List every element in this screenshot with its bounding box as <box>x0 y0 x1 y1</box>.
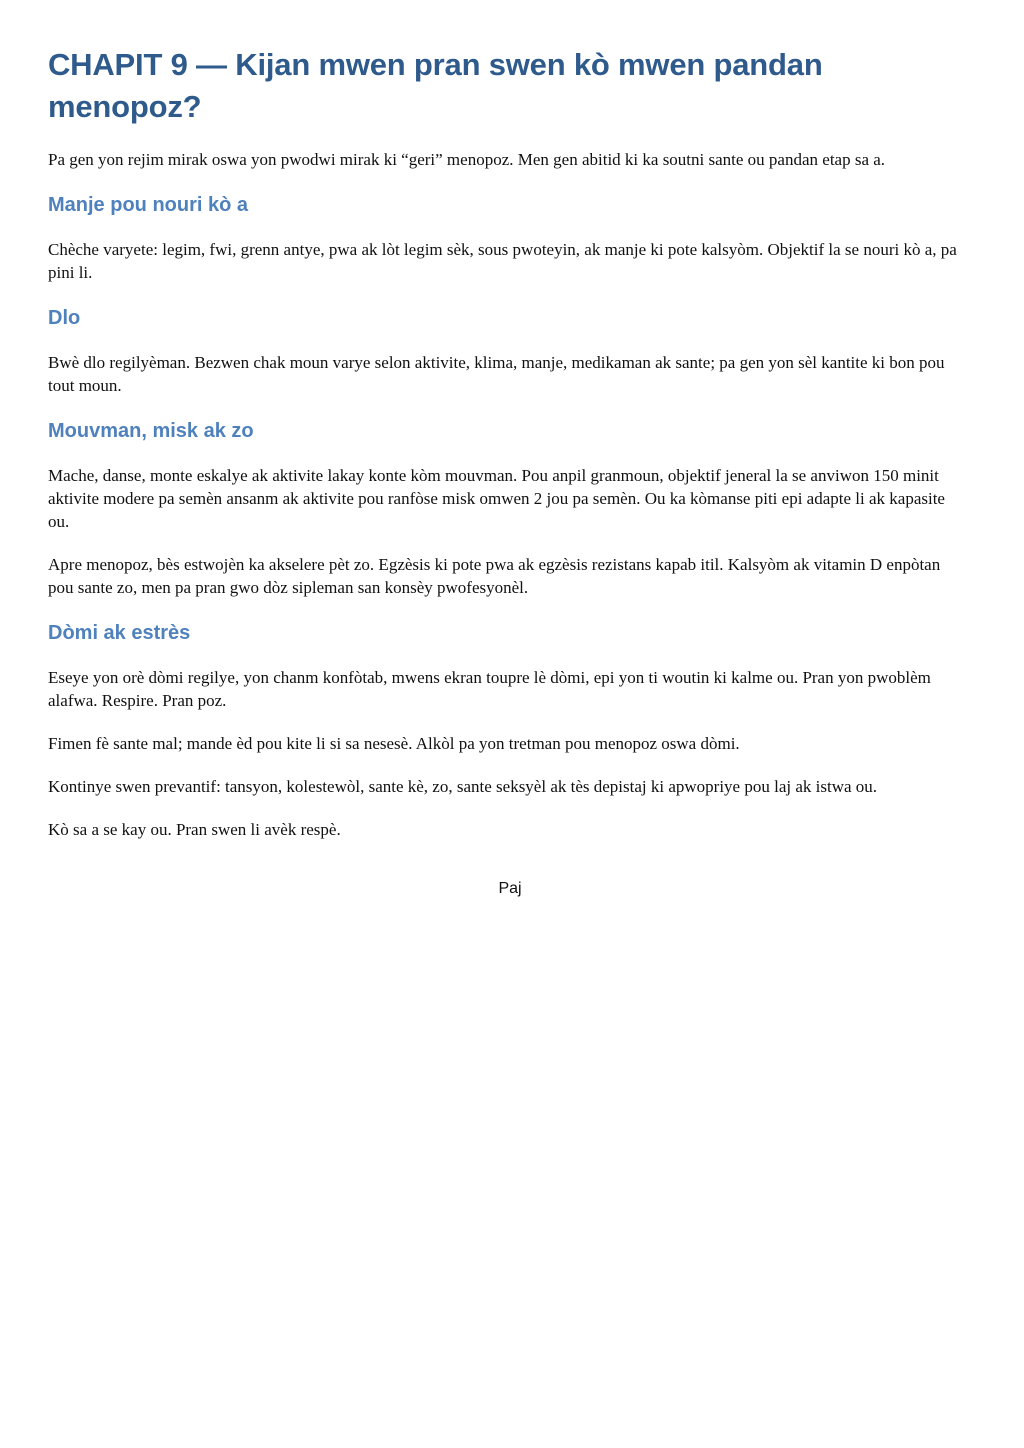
chapter-title: CHAPIT 9 — Kijan mwen pran swen kò mwen pandan menopoz? <box>48 47 823 124</box>
section-heading-sleep-stress: Dòmi ak estrès <box>48 622 191 644</box>
paragraph-movement-2: Apre menopoz, bès estwojèn ka akselere pèt zo. Egzèsis ki pote pwa ak egzèsis rezistans kapab itil. Kalsyòm ak vitamin D enpòtan pou sante zo, men pa pran gwo dòz sipleman san konsèy pwofesyonèl. <box>48 555 941 597</box>
page-footer: Paj <box>498 880 522 897</box>
paragraph-closing: Kò sa a se kay ou. Pran swen li avèk respè. <box>48 820 341 839</box>
paragraph-sleep-3: Kontinye swen prevantif: tansyon, kolestewòl, sante kè, zo, sante seksyèl ak tès depistaj ki apwopriye pou laj ak istwa ou. <box>48 777 878 796</box>
paragraph-sleep-1: Eseye yon orè dòmi regilye, yon chanm konfòtab, mwens ekran toupre lè dòmi, epi yon ti woutin ki kalme ou. Pran yon pwoblèm alafwa. Respire. Pran poz. <box>48 668 931 710</box>
paragraph-food: Chèche varyete: legim, fwi, grenn antye, pwa ak lòt legim sèk, sous pwoteyin, ak manje ki pote kalsyòm. Objektif la se nouri kò a, pa pini li. <box>48 240 957 282</box>
paragraph-water: Bwè dlo regilyèman. Bezwen chak moun varye selon aktivite, klima, manje, medikaman ak sante; pa gen yon sèl kantite ki bon pou tout moun. <box>48 353 945 395</box>
paragraph-movement-1: Mache, danse, monte eskalye ak aktivite lakay konte kòm mouvman. Pou anpil granmoun, objektif jeneral la se anviwon 150 minit aktivite modere pa semèn ansanm ak aktivite pou ranfòse misk omwen 2 jou pa semèn. Ou ka kòmanse piti epi adapte li ak kapasite ou. <box>48 466 945 531</box>
section-heading-food: Manje pou nouri kò a <box>48 194 249 216</box>
intro-paragraph: Pa gen yon rejim mirak oswa yon pwodwi mirak ki “geri” menopoz. Men gen abitid ki ka soutni sante ou pandan etap sa a. <box>48 150 886 169</box>
section-heading-movement: Mouvman, misk ak zo <box>48 420 254 442</box>
paragraph-sleep-2: Fimen fè sante mal; mande èd pou kite li si sa nesesè. Alkòl pa yon tretman pou menopoz oswa dòmi. <box>48 734 740 753</box>
section-heading-water: Dlo <box>48 307 81 329</box>
